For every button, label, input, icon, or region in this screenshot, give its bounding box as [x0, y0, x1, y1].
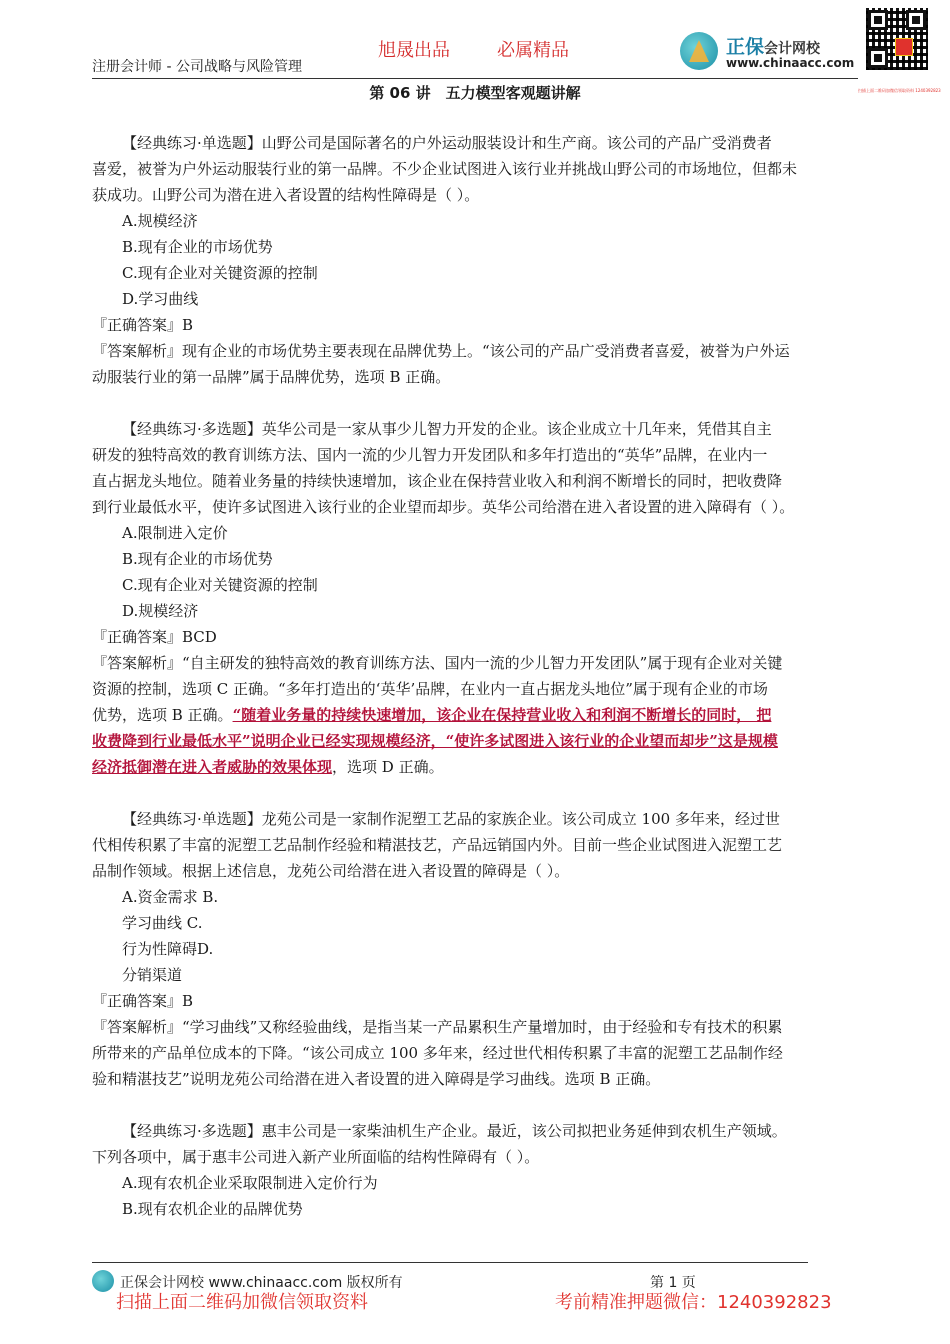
text-line: C.现有企业对关键资源的控制 — [122, 576, 318, 594]
brand-name: 正保会计网校 — [726, 36, 821, 58]
text-line: 【经典练习·单选题】山野公司是国际著名的户外运动服装设计和生产商。该公司的产品广受消费者 — [122, 134, 772, 152]
paragraph-gap — [92, 1092, 864, 1118]
slogan-1: 旭晟出品 — [378, 40, 450, 61]
text-line: 【经典练习·多选题】惠丰公司是一家柴油机生产企业。最近，该公司拟把业务延伸到农机生产领域。 — [122, 1122, 787, 1140]
text-line: 资源的控制，选项 C 正确。“多年打造出的‘英华’品牌，在业内一直占据龙头地位”属于现有企业的市场 — [92, 680, 768, 698]
header-divider — [92, 78, 858, 79]
text-segment: 优势，选项 B 正确。 — [92, 706, 233, 724]
text-line: 品制作领域。根据上述信息，龙苑公司给潜在进入者设置的障碍是（ ）。 — [92, 862, 570, 880]
text-line — [92, 702, 864, 728]
text-line: C.现有企业对关键资源的控制 — [122, 264, 318, 282]
text-line: 所带来的产品单位成本的下降。“该公司成立 100 多年来，经过世代相传积累了丰富的泥塑工艺品制作经 — [92, 1044, 783, 1062]
text-line: A.资金需求 B. — [122, 888, 219, 906]
text-line: 下列各项中，属于惠丰公司进入新产业所面临的结构性障碍有（ ）。 — [92, 1148, 540, 1166]
text-line: 『答案解析』现有企业的市场优势主要表现在品牌优势上。“该公司的产品广受消费者喜爱，被誉为户外运 — [92, 342, 790, 360]
footer-divider — [92, 1262, 808, 1263]
text-line: 动服装行业的第一品牌”属于品牌优势，选项 B 正确。 — [92, 368, 451, 386]
text-line: 『正确答案』B — [92, 992, 194, 1010]
highlighted-text: 收费降到行业最低水平”说明企业已经实现规模经济，“使许多试图进入该行业的企业望而却步”这是规模 — [92, 732, 778, 750]
brand-logo[interactable] — [680, 30, 860, 72]
text-line — [92, 754, 864, 780]
text-line: 行为性障碍D. — [122, 940, 214, 958]
footer-copyright: 正保会计网校 www.chinaacc.com 版权所有 — [120, 1275, 403, 1291]
text-segment: ，选项 D 正确。 — [332, 758, 444, 776]
text-line: 『答案解析』“学习曲线”又称经验曲线，是指当某一产品累积生产量增加时，由于经验和专有技术的积累 — [92, 1018, 783, 1036]
course-name: 注册会计师 - 公司战略与风险管理 — [92, 59, 302, 75]
text-line: 代相传积累了丰富的泥塑工艺品制作经验和精湛技艺，产品远销国内外。目前一些企业试图进入泥塑工艺 — [92, 836, 783, 854]
text-line: A.规模经济 — [122, 212, 198, 230]
text-line: 获成功。山野公司为潜在进入者设置的结构性障碍是（ ）。 — [92, 186, 480, 204]
text-line: 分销渠道 — [122, 966, 183, 984]
paragraph-gap — [92, 780, 864, 806]
text-line: B.现有农机企业的品牌优势 — [122, 1200, 303, 1218]
text-line: 到行业最低水平，使许多试图进入该行业的企业望而却步。英华公司给潜在进入者设置的进入障碍有（ ）。 — [92, 498, 795, 516]
text-line: B.现有企业的市场优势 — [122, 238, 273, 256]
lesson-title: 第 06 讲 五力模型客观题讲解 — [369, 84, 581, 102]
text-line: 喜爱，被誉为户外运动服装行业的第一品牌。不少企业试图进入该行业并挑战山野公司的市场地位，但都未 — [92, 160, 798, 178]
brand-url: www.chinaacc.com — [726, 56, 855, 70]
text-line: 研发的独特高效的教育训练方法、国内一流的少儿智力开发团队和多年打造出的“英华”品牌，在业内一 — [92, 446, 768, 464]
text-line — [92, 728, 864, 754]
page-number: 第 1 页 — [650, 1275, 696, 1291]
qr-badge-icon — [895, 38, 913, 56]
text-line: 【经典练习·多选题】英华公司是一家从事少儿智力开发的企业。该企业成立十几年来，凭借其自主 — [122, 420, 772, 438]
slogan-2: 必属精品 — [497, 40, 569, 61]
highlighted-text: 经济抵御潜在进入者威胁的效果体现 — [92, 758, 333, 776]
text-line: 『正确答案』BCD — [92, 628, 217, 646]
footer-banner-right: 考前精准押题微信：1240392823 — [555, 1292, 832, 1313]
footer-banner-left: 扫描上面二维码加微信领取资料 — [116, 1292, 368, 1313]
text-line: 【经典练习·单选题】龙苑公司是一家制作泥塑工艺品的家族企业。该公司成立 100 多年来，经过世 — [122, 810, 780, 828]
text-line: 学习曲线 C. — [122, 914, 203, 932]
text-line: D.学习曲线 — [122, 290, 199, 308]
footer-logo-icon — [92, 1270, 114, 1292]
text-line: D.规模经济 — [122, 602, 199, 620]
qr-caption: 扫描上面二维码加微信领取资料 1240392823 — [858, 88, 941, 93]
brand-logo-icon — [680, 32, 718, 70]
document-body — [92, 130, 864, 1222]
paragraph-gap — [92, 390, 864, 416]
text-line: 验和精湛技艺”说明龙苑公司给潜在进入者设置的进入障碍是学习曲线。选项 B 正确。 — [92, 1070, 661, 1088]
text-line: 『答案解析』“自主研发的独特高效的教育训练方法、国内一流的少儿智力开发团队”属于现有企业对关键 — [92, 654, 783, 672]
text-line: A.限制进入定价 — [122, 524, 228, 542]
text-line: A.现有农机企业采取限制进入定价行为 — [122, 1174, 378, 1192]
text-line: 『正确答案』B — [92, 316, 194, 334]
text-line: B.现有企业的市场优势 — [122, 550, 273, 568]
text-line: 直占据龙头地位。随着业务量的持续快速增加，该企业在保持营业收入和利润不断增长的同时，把收费降 — [92, 472, 783, 490]
highlighted-text: “随着业务量的持续快速增加，该企业在保持营业收入和利润不断增长的同时， 把 — [232, 706, 772, 724]
